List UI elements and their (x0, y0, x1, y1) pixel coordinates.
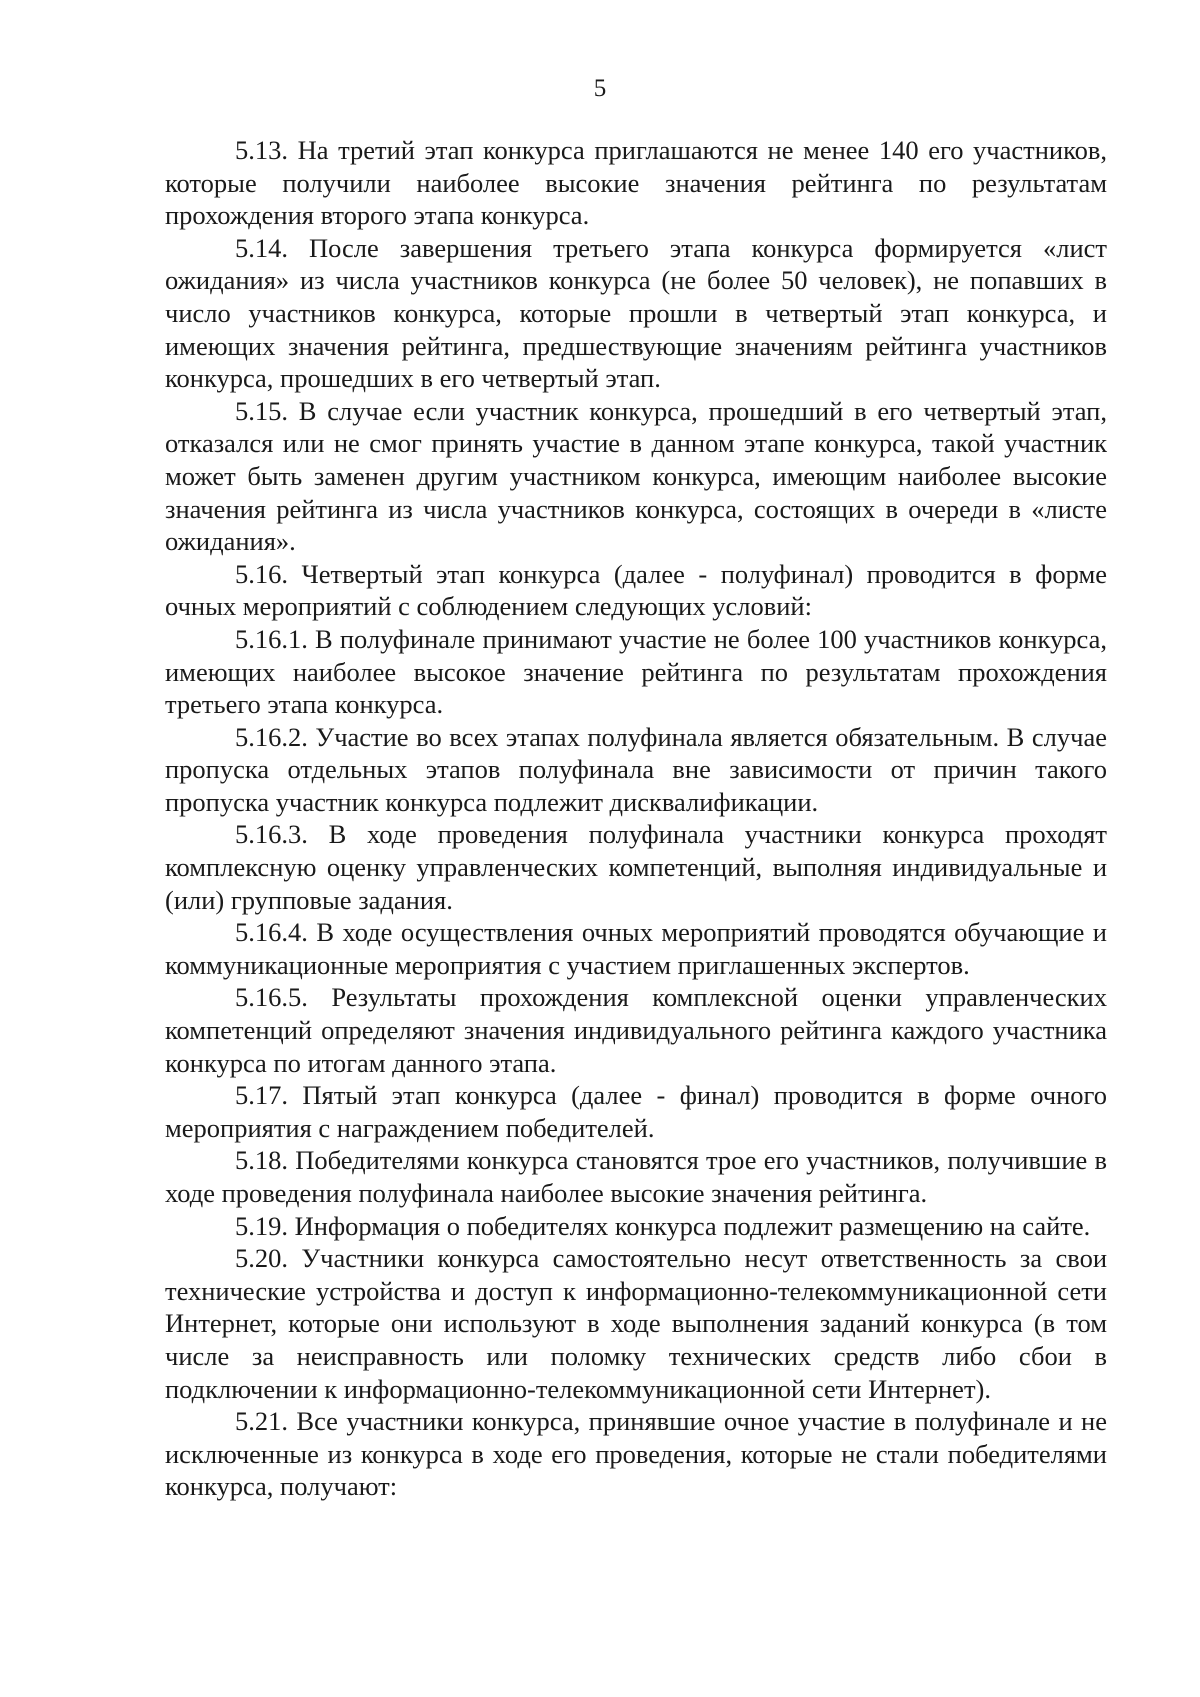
paragraph-5-14: 5.14. После завершения третьего этапа конкурса формируется «лист ожидания» из числа участников конкурса (не более 50 человек), не попавших в число участников конкурса, которые прошли в четвертый этап конкурса, и имеющих значения рейтинга, предшествующие значениям рейтинга участников конкурса, прошедших в его четвертый этап. (165, 232, 1107, 394)
paragraph-5-13: 5.13. На третий этап конкурса приглашаются не менее 140 его участников, которые получили наиболее высокие значения рейтинга по результатам прохождения второго этапа конкурса. (165, 135, 1107, 231)
paragraph-5-21: 5.21. Все участники конкурса, принявшие очное участие в полуфинале и не исключенные из конкурса в ходе его проведения, которые не стали победителями конкурса, получают: (165, 1406, 1107, 1502)
document-body (165, 134, 1107, 1503)
paragraph-5-16-1: 5.16.1. В полуфинале принимают участие не более 100 участников конкурса, имеющих наиболее высокое значение рейтинга по результатам прохождения третьего этапа конкурса. (165, 623, 1107, 720)
paragraph-5-16-5: 5.16.5. Результаты прохождения комплексной оценки управленческих компетенций определяют значения индивидуального рейтинга каждого участника конкурса по итогам данного этапа. (165, 982, 1107, 1078)
page-number: 5 (593, 75, 607, 102)
paragraph-5-20: 5.20. Участники конкурса самостоятельно несут ответственность за свои технические устройства и доступ к информационно-телекоммуникационной сети Интернет, которые они используют в ходе выполнения заданий конкурса (в том числе за неисправность или поломку технических средств либо сбои в подключении к информационно-телекоммуникационной сети Интернет). (165, 1243, 1107, 1404)
paragraph-5-18: 5.18. Победителями конкурса становятся трое его участников, получившие в ходе проведения полуфинала наиболее высокие значения рейтинга. (165, 1145, 1107, 1208)
paragraph-5-16: 5.16. Четвертый этап конкурса (далее - полуфинал) проводится в форме очных мероприятий с соблюдением следующих условий: (165, 558, 1107, 622)
paragraph-5-16-2: 5.16.2. Участие во всех этапах полуфинала является обязательным. В случае пропуска отдельных этапов полуфинала вне зависимости от причин такого пропуска участник конкурса подлежит дисквалификации. (165, 721, 1107, 817)
paragraph-5-16-3: 5.16.3. В ходе проведения полуфинала участники конкурса проходят комплексную оценку управленческих компетенций, выполняя индивидуальные и (или) групповые задания. (165, 819, 1107, 915)
paragraph-5-19: 5.19. Информация о победителях конкурса подлежит размещению на сайте. (235, 1210, 1091, 1241)
paragraph-5-16-4: 5.16.4. В ходе осуществления очных мероприятий проводятся обучающие и коммуникационные мероприятия с участием приглашенных экспертов. (165, 917, 1107, 980)
paragraph-5-15: 5.15. В случае если участник конкурса, прошедший в его четвертый этап, отказался или не смог принять участие в данном этапе конкурса, такой участник может быть заменен другим участником конкурса, имеющим наиболее высокие значения рейтинга из числа участников конкурса, состоящих в очереди в «листе ожидания». (165, 395, 1107, 557)
paragraph-5-17: 5.17. Пятый этап конкурса (далее - финал) проводится в форме очного мероприятия с награждением победителей. (165, 1080, 1107, 1143)
